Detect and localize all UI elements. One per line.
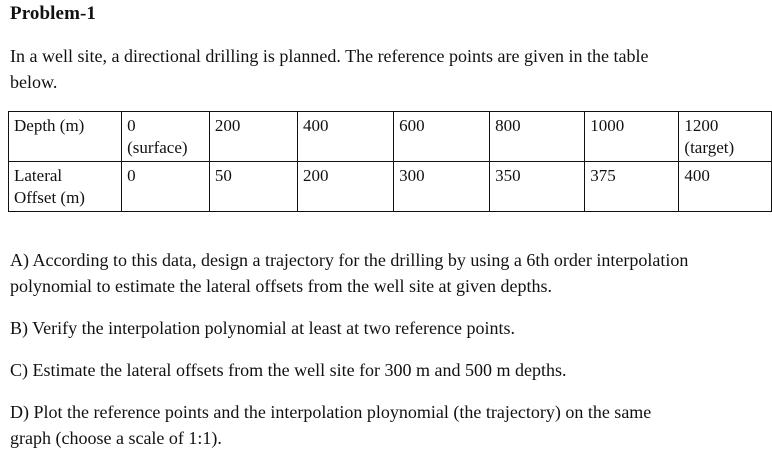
question-b-line-1: B) Verify the interpolation polynomial at least at two reference points.: [10, 318, 516, 338]
offset-cell: 0: [122, 162, 210, 212]
question-c-line-1: C) Estimate the lateral offsets from the well site for 300 m and 500 m depths.: [10, 360, 567, 380]
offset-cell: 350: [490, 162, 585, 212]
lateral-label-line-2: Offset (m): [14, 188, 85, 207]
depth-cell: [490, 112, 585, 162]
question-d-line-2: graph (choose a scale of 1:1).: [10, 428, 222, 448]
depth-row: [9, 112, 772, 162]
depth-value: 600: [399, 116, 425, 135]
question-d-line-1: D) Plot the reference points and the interpolation ploynomial (the trajectory) on the same: [10, 402, 652, 422]
depth-value: 1200: [684, 116, 719, 135]
depth-note: (target): [684, 138, 735, 157]
depth-value: 1000: [590, 116, 625, 135]
question-a-line-2: polynomial to estimate the lateral offsets from the well site at given depths.: [10, 276, 553, 296]
offset-cell: 375: [585, 162, 679, 212]
depth-cell: [679, 112, 772, 162]
question-c: [10, 357, 762, 383]
depth-value: 400: [303, 116, 329, 135]
intro-line-2: below.: [10, 72, 58, 92]
question-a: [10, 247, 762, 299]
offset-cell: 200: [298, 162, 394, 212]
offset-cell: 300: [394, 162, 490, 212]
depth-value: 800: [495, 116, 521, 135]
depth-header-cell: [9, 112, 122, 162]
depth-label: Depth (m): [14, 116, 85, 135]
offset-cell: 400: [679, 162, 772, 212]
intro-paragraph: [10, 43, 750, 95]
depth-note: (surface): [127, 138, 188, 157]
question-b: [10, 315, 762, 341]
depth-value: 0: [127, 116, 136, 135]
lateral-offset-header-cell: [9, 162, 122, 212]
depth-value: 200: [214, 116, 241, 135]
question-a-line-1: A) According to this data, design a trajectory for the drilling by using a 6th order interpolation: [10, 250, 689, 270]
problem-title: Problem-1: [10, 3, 97, 24]
reference-points-table: [8, 111, 772, 212]
offset-cell: 50: [209, 162, 297, 212]
depth-cell: [122, 112, 210, 162]
lateral-label-line-1: Lateral: [14, 166, 63, 185]
intro-line-1: In a well site, a directional drilling is planned. The reference points are given in the table: [10, 46, 649, 66]
lateral-offset-row: [9, 162, 772, 212]
question-d: [10, 399, 762, 451]
depth-cell: [394, 112, 490, 162]
depth-cell: [209, 112, 297, 162]
depth-cell: [585, 112, 679, 162]
depth-cell: [298, 112, 394, 162]
